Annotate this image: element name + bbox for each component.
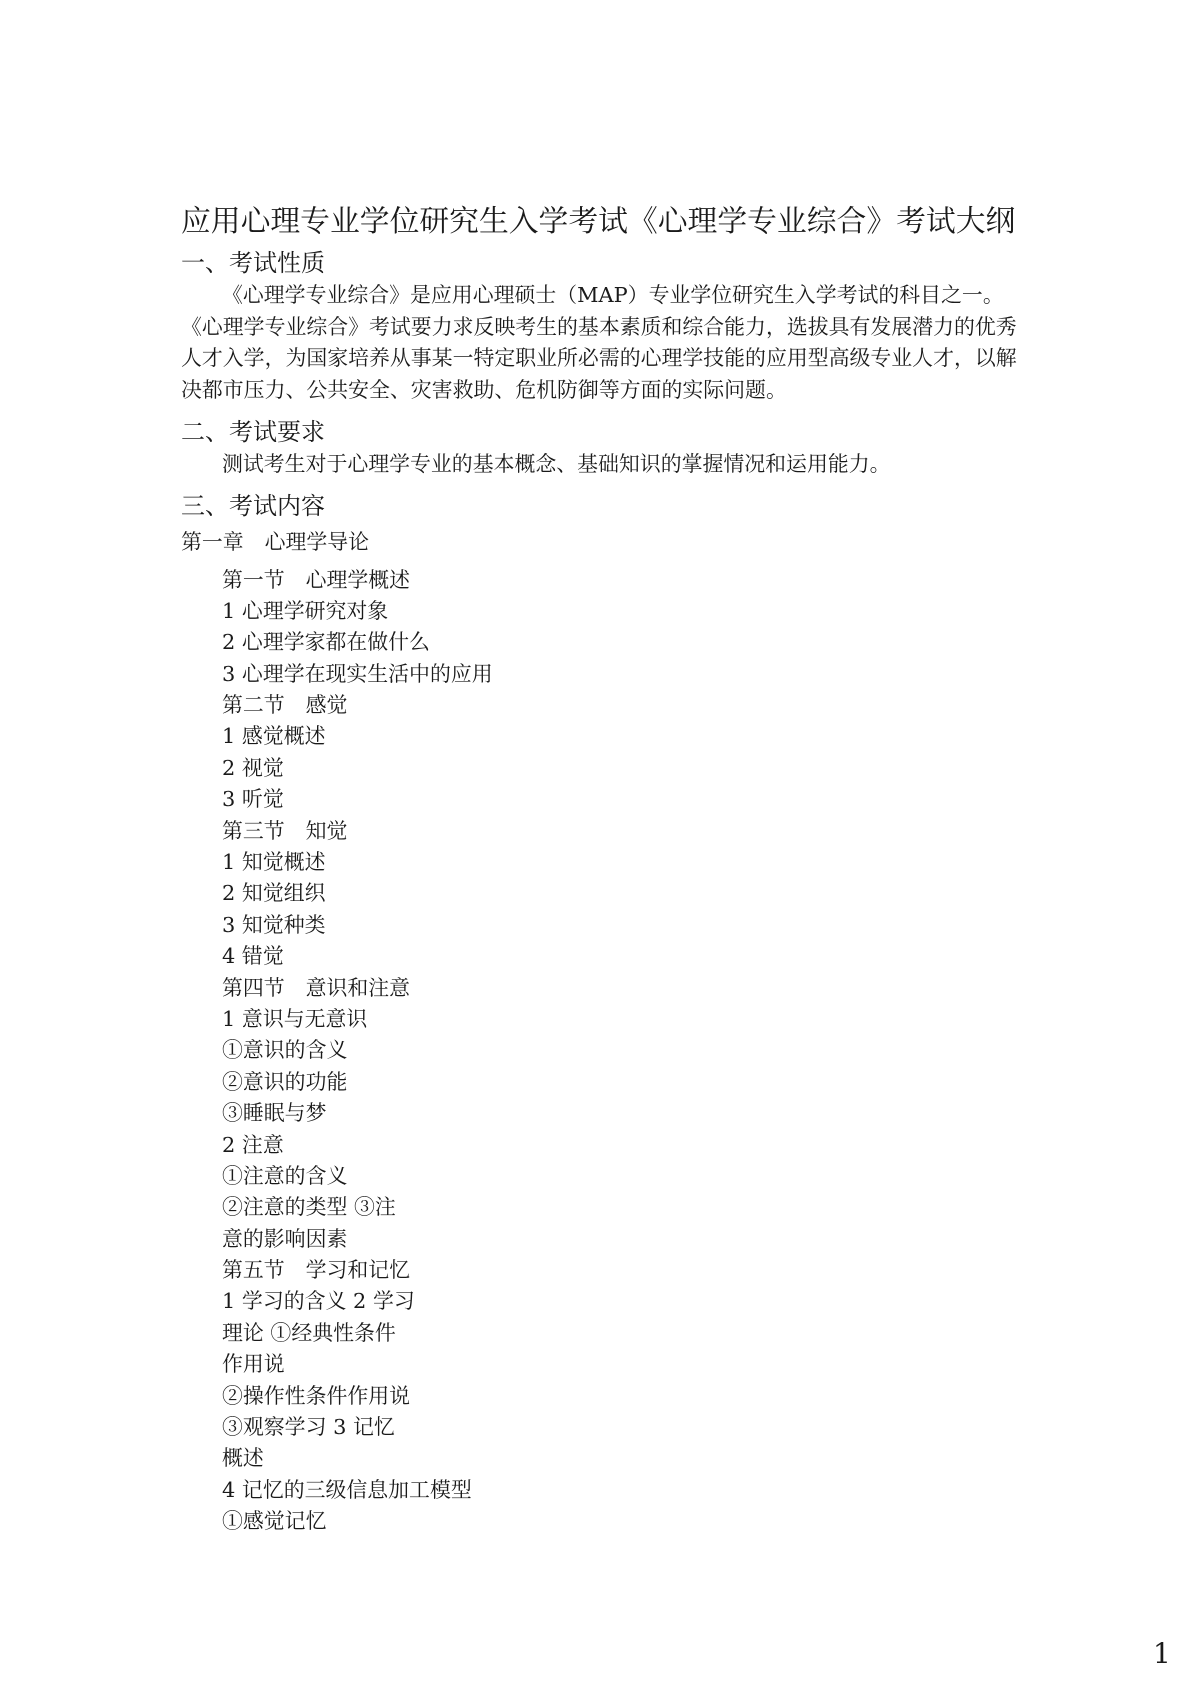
outline-item: 2 心理学家都在做什么 <box>222 630 430 655</box>
outline-item: 2 视觉 <box>222 755 284 780</box>
outline-subitem: ①意识的含义 <box>222 1038 348 1063</box>
section-title: 第一节 心理学概述 <box>222 567 411 592</box>
paragraph-line: 决都市压力、公共安全、灾害救助、危机防御等方面的实际问题。 <box>181 377 787 402</box>
outline-item: 1 学习的含义 2 学习 <box>222 1289 415 1314</box>
paragraph-line: 测试考生对于心理学专业的基本概念、基础知识的掌握情况和运用能力。 <box>222 452 891 476</box>
outline-subitem: ①感觉记忆 <box>222 1509 327 1534</box>
outline-item: 3 知觉种类 <box>222 912 326 937</box>
outline-subitem: ③睡眠与梦 <box>222 1101 327 1126</box>
page-number: 1 <box>1153 1637 1171 1670</box>
outline-item: 4 记忆的三级信息加工模型 <box>222 1477 472 1502</box>
outline-item: 1 感觉概述 <box>222 724 326 749</box>
outline-subitem: ②操作性条件作用说 <box>222 1383 411 1408</box>
outline-subitem: ③观察学习 3 记忆 <box>222 1415 395 1440</box>
outline-item: 2 注意 <box>222 1132 284 1157</box>
outline-subitem-continuation: 意的影响因素 <box>222 1226 348 1251</box>
section-heading-requirements: 二、考试要求 <box>181 418 325 446</box>
outline-item: 1 意识与无意识 <box>222 1006 368 1031</box>
outline-item: 3 听觉 <box>222 787 284 812</box>
outline-subitem: ①注意的含义 <box>222 1163 348 1188</box>
page-content <box>181 202 1021 1538</box>
paragraph-line: 人才入学，为国家培养从事某一特定职业所必需的心理学技能的应用型高级专业人才，以解 <box>181 346 1017 370</box>
paragraph-line: 《心理学专业综合》是应用心理硕士（MAP）专业学位研究生入学考试的科目之一。 <box>222 283 1004 307</box>
section-heading-nature: 一、考试性质 <box>181 249 325 277</box>
section-title: 第三节 知觉 <box>222 818 348 843</box>
outline-subitem: ②意识的功能 <box>222 1069 348 1094</box>
outline-item-continuation: 理论 ①经典性条件 <box>222 1320 396 1345</box>
outline-item: 1 心理学研究对象 <box>222 598 389 623</box>
outline-item-continuation: 概述 <box>222 1446 264 1471</box>
outline-subitem: ②注意的类型 ③注 <box>222 1195 396 1220</box>
outline-item: 1 知觉概述 <box>222 850 326 875</box>
section-title: 第二节 感觉 <box>222 693 348 718</box>
section-title: 第五节 学习和记忆 <box>222 1258 411 1283</box>
section-paragraph-requirements <box>181 449 1021 481</box>
outline-item: 2 知觉组织 <box>222 881 326 906</box>
outline-item: 3 心理学在现实生活中的应用 <box>222 661 493 686</box>
chapter-outline <box>181 565 1021 1538</box>
outline-item-continuation: 作用说 <box>222 1352 285 1377</box>
chapter-title: 第一章 心理学导论 <box>181 529 370 554</box>
section-paragraph-nature <box>181 280 1021 406</box>
section-heading-content: 三、考试内容 <box>181 491 325 520</box>
section-title: 第四节 意识和注意 <box>222 975 411 1000</box>
document-title: 应用心理专业学位研究生入学考试《心理学专业综合》考试大纲 <box>181 204 1016 239</box>
outline-item: 4 错觉 <box>222 944 284 969</box>
paragraph-line: 《心理学专业综合》考试要力求反映考生的基本素质和综合能力，选拔具有发展潜力的优秀 <box>181 314 1017 339</box>
